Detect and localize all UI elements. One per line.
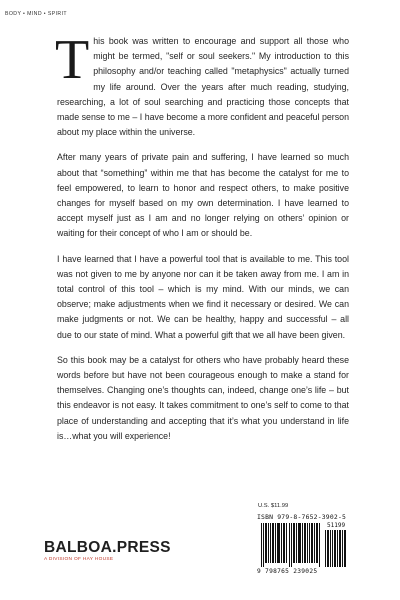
blurb-paragraph-1 [55, 29, 349, 140]
blurb-paragraph-2: After many years of private pain and suffering, I have learned so much about that “something” within me that has become the catalyst for me to feel empowered, to learn to honor and respect others, to make positive changes for myself based on my own determination. I have learned to accept myself just as I am and no longer relying on others’ opinion or waiting for their concept of who I am or should be. [57, 152, 349, 239]
publisher-logo [44, 539, 171, 564]
barcode-addon-number: 51199 [327, 522, 346, 529]
publisher-subtitle: A DIVISION OF HAY HOUSE [44, 557, 114, 562]
blurb-paragraph-4: So this book may be a catalyst for others who have probably heard these words before but have not been courageous enough to make a stand for themselves. Changing one’s thoughts can, indeed, change one’s life – but this endeavor is not easy. It takes commitment to one’s self to come to that place of understanding and accepting that it’s what you understand in life is…what you will experience! [57, 354, 349, 441]
price-label: U.S. $11.99 [258, 503, 289, 509]
isbn-number: ISBN 979-8-7652-3902-5 [257, 513, 347, 521]
drop-cap: T [55, 29, 90, 91]
paragraph-1-text: his book was written to encourage and support all those who might be termed, "self or soul seekers." My introduction to this philosophy and/or teaching called "metaphysics" actually turned my life around. Over the years after much reading, studying, researching, a lot of soul searching and practicing those concepts that made sense to me – I have become a more confident and peaceful person about my place within the universe. [57, 36, 349, 138]
publisher-name: BALBOA.PRESS [44, 539, 171, 556]
blurb-paragraph-3: I have learned that I have a powerful tool that is available to me. This tool was not given to me by anyone nor can it be taken away from me. I am in total control of this tool – which is my mind. With our minds, we can observe; make adjustments when we find it necessary or desired. We can make judgments or not. We can be healthy, happy and successful – all due to our state of mind. What a powerful gift that we all have been given. [57, 253, 349, 340]
blurb-text [55, 29, 349, 454]
category-label: BODY • MIND • SPIRIT [5, 11, 67, 17]
barcode-main-bars [261, 523, 321, 567]
barcode-addon-bars [325, 530, 347, 567]
barcode-digits: 9 798765 239025 [257, 568, 318, 575]
isbn-barcode [257, 513, 348, 578]
